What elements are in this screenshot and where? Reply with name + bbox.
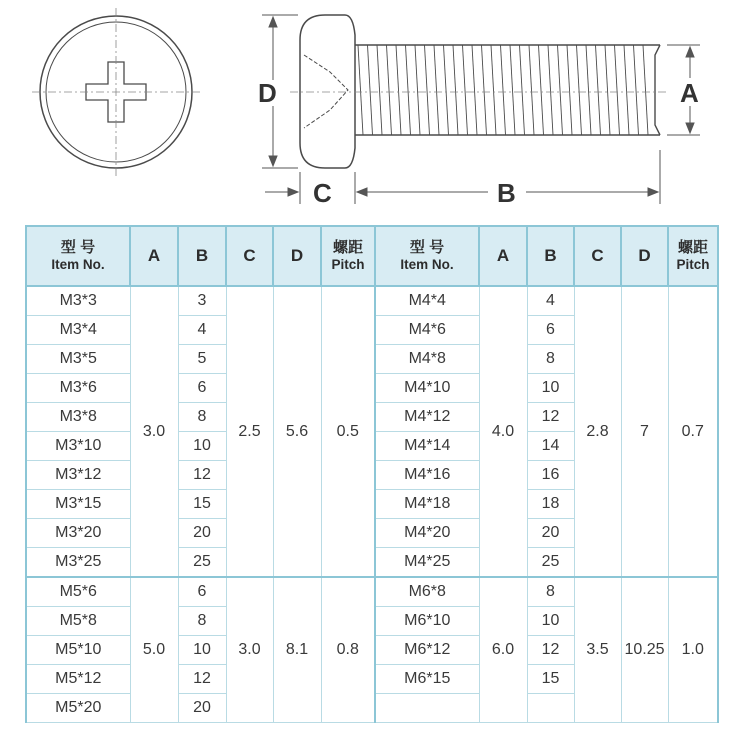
thread-line bbox=[615, 45, 620, 135]
thread-line bbox=[577, 45, 582, 135]
header-c: C bbox=[226, 226, 273, 286]
item-no-cell: M4*10 bbox=[375, 374, 479, 403]
thread-line bbox=[558, 45, 563, 135]
thread-lines bbox=[358, 45, 648, 135]
thread-line bbox=[548, 45, 553, 135]
item-no-cell: M5*20 bbox=[26, 694, 130, 723]
item-no-cell: M3*5 bbox=[26, 345, 130, 374]
thread-line bbox=[520, 45, 525, 135]
item-no-cell: M6*10 bbox=[375, 607, 479, 636]
item-no-cell: M5*12 bbox=[26, 665, 130, 694]
a-value-cell: 5.0 bbox=[130, 577, 178, 723]
item-no-cell: M3*6 bbox=[26, 374, 130, 403]
arrow-down-icon bbox=[686, 123, 694, 133]
b-value-cell: 25 bbox=[527, 548, 574, 578]
item-no-cell: M4*4 bbox=[375, 286, 479, 316]
table-row bbox=[26, 286, 718, 316]
item-no-cell: M4*16 bbox=[375, 461, 479, 490]
item-no-cell: M5*10 bbox=[26, 636, 130, 665]
pitch-value-cell: 1.0 bbox=[668, 577, 718, 723]
item-no-cell: M3*12 bbox=[26, 461, 130, 490]
thread-line bbox=[358, 45, 363, 135]
d-value-cell: 7 bbox=[621, 286, 668, 577]
b-value-cell: 12 bbox=[178, 461, 226, 490]
b-value-cell: 8 bbox=[178, 607, 226, 636]
item-no-cell: M6*12 bbox=[375, 636, 479, 665]
arrow-right-icon bbox=[648, 188, 658, 196]
item-no-cell: M4*18 bbox=[375, 490, 479, 519]
label-d: D bbox=[258, 78, 277, 108]
pitch-value-cell: 0.8 bbox=[321, 577, 375, 723]
arrow-right-icon bbox=[288, 188, 298, 196]
b-value-cell: 15 bbox=[178, 490, 226, 519]
label-b: B bbox=[497, 178, 516, 208]
a-value-cell: 4.0 bbox=[479, 286, 527, 577]
screw-diagram-svg bbox=[0, 0, 750, 215]
label-c: C bbox=[313, 178, 332, 208]
thread-line bbox=[444, 45, 449, 135]
thread-line bbox=[415, 45, 420, 135]
item-no-cell: M5*8 bbox=[26, 607, 130, 636]
c-value-cell: 3.5 bbox=[574, 577, 621, 723]
item-no-cell: M3*4 bbox=[26, 316, 130, 345]
thread-line bbox=[510, 45, 515, 135]
b-value-cell: 4 bbox=[527, 286, 574, 316]
c-value-cell: 2.5 bbox=[226, 286, 273, 577]
b-value-cell: 8 bbox=[178, 403, 226, 432]
thread-line bbox=[501, 45, 506, 135]
item-no-cell: M3*8 bbox=[26, 403, 130, 432]
b-value-cell: 12 bbox=[527, 636, 574, 665]
head-profile bbox=[300, 15, 355, 168]
header-item-no: 型 号 Item No. bbox=[26, 226, 130, 286]
header-d: D bbox=[621, 226, 668, 286]
item-no-cell: M5*6 bbox=[26, 577, 130, 607]
spec-table bbox=[25, 225, 719, 723]
b-value-cell: 8 bbox=[527, 577, 574, 607]
thread-line bbox=[624, 45, 629, 135]
b-value-cell: 10 bbox=[527, 374, 574, 403]
thread-line bbox=[368, 45, 373, 135]
header-row bbox=[26, 226, 718, 286]
table-body bbox=[26, 286, 718, 723]
thread-line bbox=[396, 45, 401, 135]
b-value-cell: 6 bbox=[527, 316, 574, 345]
thread-line bbox=[529, 45, 534, 135]
recess-hidden-line bbox=[304, 55, 348, 128]
b-value-cell: 5 bbox=[178, 345, 226, 374]
c-value-cell: 2.8 bbox=[574, 286, 621, 577]
thread-line bbox=[643, 45, 648, 135]
item-no-cell: M4*6 bbox=[375, 316, 479, 345]
item-no-cell: M3*15 bbox=[26, 490, 130, 519]
thread-line bbox=[472, 45, 477, 135]
b-value-cell: 3 bbox=[178, 286, 226, 316]
item-no-cell: M3*3 bbox=[26, 286, 130, 316]
pitch-value-cell: 0.7 bbox=[668, 286, 718, 577]
b-value-cell: 20 bbox=[178, 519, 226, 548]
b-value-cell: 12 bbox=[178, 665, 226, 694]
arrow-down-icon bbox=[269, 156, 277, 166]
b-value-cell: 14 bbox=[527, 432, 574, 461]
item-no-cell: M3*25 bbox=[26, 548, 130, 578]
arrow-left-icon bbox=[357, 188, 367, 196]
item-no-cell: M6*8 bbox=[375, 577, 479, 607]
b-value-cell: 15 bbox=[527, 665, 574, 694]
item-no-cell: M6*15 bbox=[375, 665, 479, 694]
pitch-value-cell: 0.5 bbox=[321, 286, 375, 577]
b-value-cell: 10 bbox=[178, 432, 226, 461]
d-value-cell: 8.1 bbox=[273, 577, 321, 723]
item-no-cell: M4*14 bbox=[375, 432, 479, 461]
thread-line bbox=[425, 45, 430, 135]
d-value-cell: 10.25 bbox=[621, 577, 668, 723]
screw-drawing bbox=[0, 0, 750, 215]
b-value-cell: 8 bbox=[527, 345, 574, 374]
b-value-cell: 6 bbox=[178, 577, 226, 607]
header-item-no: 型 号 Item No. bbox=[375, 226, 479, 286]
a-value-cell: 6.0 bbox=[479, 577, 527, 723]
a-value-cell: 3.0 bbox=[130, 286, 178, 577]
item-no-cell: M3*20 bbox=[26, 519, 130, 548]
item-no-cell: M4*25 bbox=[375, 548, 479, 578]
b-value-cell bbox=[527, 694, 574, 723]
thread-line bbox=[377, 45, 382, 135]
arrow-up-icon bbox=[686, 47, 694, 57]
thread-line bbox=[539, 45, 544, 135]
b-value-cell: 20 bbox=[527, 519, 574, 548]
arrow-up-icon bbox=[269, 17, 277, 27]
thread-line bbox=[434, 45, 439, 135]
thread-line bbox=[387, 45, 392, 135]
table-row bbox=[26, 577, 718, 607]
b-value-cell: 18 bbox=[527, 490, 574, 519]
thread-line bbox=[586, 45, 591, 135]
item-no-cell: M3*10 bbox=[26, 432, 130, 461]
d-value-cell: 5.6 bbox=[273, 286, 321, 577]
thread-line bbox=[406, 45, 411, 135]
b-value-cell: 4 bbox=[178, 316, 226, 345]
shank-tip bbox=[655, 45, 660, 135]
b-value-cell: 6 bbox=[178, 374, 226, 403]
header-a: A bbox=[130, 226, 178, 286]
thread-line bbox=[567, 45, 572, 135]
header-pitch: 螺距 Pitch bbox=[668, 226, 718, 286]
b-value-cell: 20 bbox=[178, 694, 226, 723]
header-pitch: 螺距 Pitch bbox=[321, 226, 375, 286]
thread-line bbox=[596, 45, 601, 135]
screw-side-view bbox=[290, 15, 668, 168]
b-value-cell: 25 bbox=[178, 548, 226, 578]
item-no-cell bbox=[375, 694, 479, 723]
head-top-view bbox=[32, 8, 200, 176]
thread-line bbox=[463, 45, 468, 135]
c-value-cell: 3.0 bbox=[226, 577, 273, 723]
thread-line bbox=[453, 45, 458, 135]
item-no-cell: M4*20 bbox=[375, 519, 479, 548]
b-value-cell: 12 bbox=[527, 403, 574, 432]
header-b: B bbox=[178, 226, 226, 286]
thread-line bbox=[482, 45, 487, 135]
header-c: C bbox=[574, 226, 621, 286]
item-no-cell: M4*12 bbox=[375, 403, 479, 432]
item-no-cell: M4*8 bbox=[375, 345, 479, 374]
b-value-cell: 16 bbox=[527, 461, 574, 490]
header-b: B bbox=[527, 226, 574, 286]
thread-line bbox=[634, 45, 639, 135]
label-a: A bbox=[680, 78, 699, 108]
header-d: D bbox=[273, 226, 321, 286]
thread-line bbox=[605, 45, 610, 135]
thread-line bbox=[491, 45, 496, 135]
header-a: A bbox=[479, 226, 527, 286]
b-value-cell: 10 bbox=[527, 607, 574, 636]
b-value-cell: 10 bbox=[178, 636, 226, 665]
